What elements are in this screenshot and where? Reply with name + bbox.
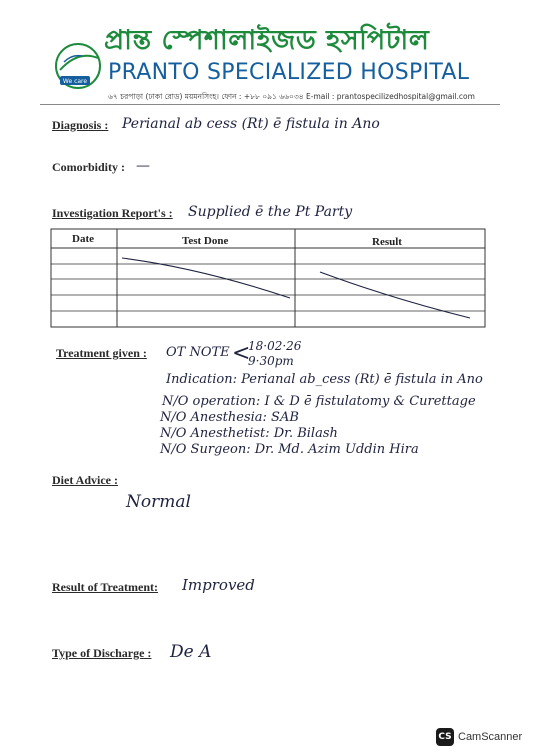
treatment-indication: Indication: Perianal ab_cess (Rt) ē fistula in Ano bbox=[166, 372, 483, 387]
table-header-test-done: Test Done bbox=[182, 235, 229, 247]
treatment-surgeon: N/O Surgeon: Dr. Md. Azim Uddin Hira bbox=[160, 442, 419, 457]
discharge-type-label: Type of Discharge : bbox=[52, 646, 152, 660]
hospital-name-english: PRANTO SPECIALIZED HOSPITAL bbox=[108, 60, 470, 85]
diet-value: Normal bbox=[126, 492, 191, 512]
table-header-result: Result bbox=[372, 236, 402, 248]
result-label: Result of Treatment: bbox=[52, 580, 158, 594]
logo-text: We care bbox=[62, 78, 88, 85]
diagnosis-label: Diagnosis : bbox=[52, 118, 109, 132]
ot-note-brace: < bbox=[232, 341, 251, 366]
hospital-name-bengali: প্রান্ত স্পেশালাইজড হসপিটাল bbox=[104, 25, 430, 56]
camscanner-logo-icon: CS bbox=[436, 728, 454, 746]
ot-date: 18·02·26 bbox=[248, 339, 302, 353]
ot-note-label: OT NOTE bbox=[166, 345, 230, 360]
hospital-logo-icon bbox=[52, 40, 108, 92]
treatment-label: Treatment given : bbox=[56, 346, 147, 360]
result-value: Improved bbox=[182, 576, 255, 594]
investigation-value: Supplied ē the Pt Party bbox=[188, 204, 353, 220]
ot-time: 9·30pm bbox=[248, 354, 294, 368]
treatment-anesthesia: N/O Anesthesia: SAB bbox=[160, 410, 299, 425]
table-header-date: Date bbox=[72, 233, 94, 245]
diagnosis-value: Perianal ab cess (Rt) ē fistula in Ano bbox=[122, 116, 380, 132]
header-divider bbox=[40, 104, 500, 105]
camscanner-watermark: CamScanner bbox=[458, 731, 523, 743]
investigation-label: Investigation Report's : bbox=[52, 206, 173, 220]
investigation-table bbox=[50, 228, 486, 328]
discharge-type-value: De A bbox=[170, 642, 212, 662]
comorbidity-label: Comorbidity : bbox=[52, 160, 125, 174]
treatment-anesthetist: N/O Anesthetist: Dr. Bilash bbox=[160, 426, 338, 441]
hospital-address: ৬৭ চরপাড়া (ঢাকা রোড) ময়মনসিংহ। ফোন : +৮৮ ০৯১ ৬৬০৩৪ E-mail : prantospecilizedhospital@gmail.com bbox=[108, 92, 475, 101]
treatment-operation: N/O operation: I & D ē fistulatomy & Curettage bbox=[162, 394, 476, 409]
diet-label: Diet Advice : bbox=[52, 473, 118, 487]
comorbidity-value: — bbox=[136, 158, 150, 174]
